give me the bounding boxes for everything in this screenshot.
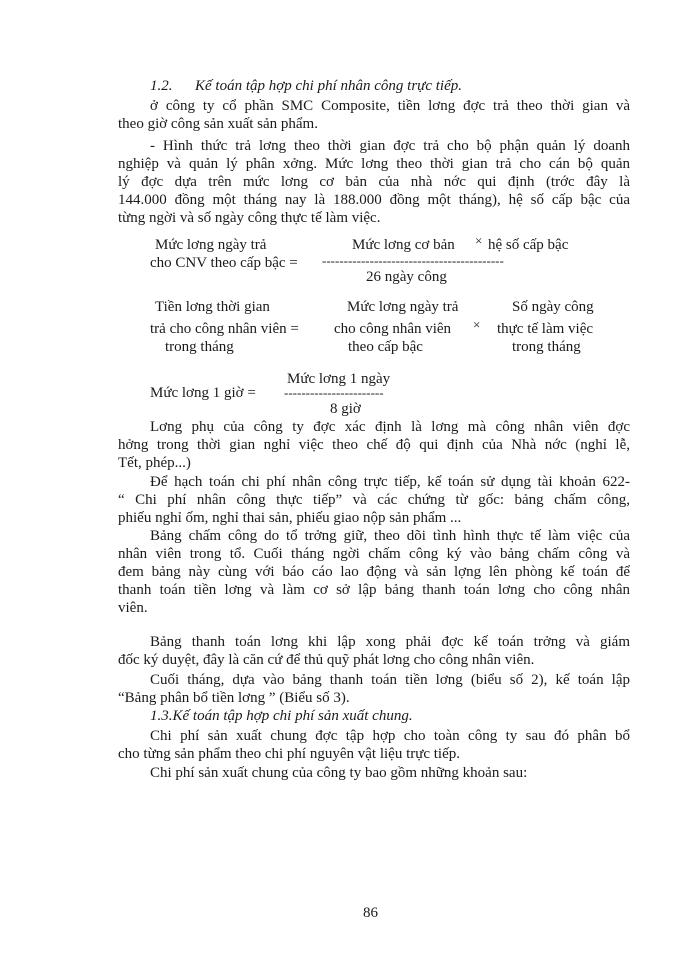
paragraph-line: Chi phí sản xuất chung đợc tập hợp cho toàn công ty sau đó phân bổ (150, 728, 630, 744)
paragraph-line: phiếu nghỉ ốm, nghỉ thai sản, phiếu giao nộp sản phẩm ... (118, 510, 462, 526)
formula-1-numerator-2: hệ số cấp bậc (488, 237, 569, 253)
paragraph-line: Cuối tháng, dựa vào bảng thanh toán tiền lơng (biểu số 2), kế toán lập (150, 672, 630, 688)
paragraph-line: nhân viên trong tổ. Cuối tháng ngời chấm công ký vào bảng chấm công và (118, 546, 630, 562)
paragraph-line: Bảng thanh toán lơng khi lập xong phải đợc kế toán trởng và giám (150, 634, 630, 650)
formula-2-left-line-1: Tiền lơng thời gian (155, 299, 270, 315)
formula-1-denominator: 26 ngày công (366, 269, 447, 285)
paragraph-line: 144.000 đồng một tháng nay là 188.000 đồng một tháng), hệ số cấp bậc của (118, 192, 630, 208)
formula-2-middle-line-2: cho công nhân viên (334, 321, 452, 337)
paragraph-line: lý đợc dựa trên mức lơng cơ bản của nhà nớc qui định (trớc đây là (118, 174, 630, 190)
paragraph-line: Để hạch toán chi phí nhân công trực tiếp, kế toán sử dụng tài khoản 622- (150, 474, 630, 490)
paragraph-line: - Hình thức trả lơng theo thời gian đợc trả cho bộ phận quản lý doanh (150, 138, 630, 154)
paragraph-line: nghiệp và quản lý phân xởng. Mức lơng theo thời gian trả cho cán bộ quản (118, 156, 630, 172)
formula-3-numerator: Mức lơng 1 ngày (287, 371, 391, 387)
formula-1-left-line-1: Mức lơng ngày trả (155, 237, 267, 253)
paragraph-line: đốc ký duyệt, đây là căn cứ để thủ quỹ phát lơng cho công nhân viên. (118, 652, 535, 668)
formula-2-middle-line-1: Mức lơng ngày trả (347, 299, 459, 315)
paragraph-line: ở công ty cổ phần SMC Composite, tiền lơng đợc trả theo thời gian và (150, 98, 630, 114)
paragraph-line: hởng trong thời gian nghỉ việc theo chế độ qui định của Nhà nớc (nghỉ lễ, (118, 437, 630, 453)
formula-2-left-line-2: trả cho công nhân viên = (150, 321, 299, 337)
paragraph-line: viên. (118, 600, 148, 616)
formula-1-fraction-bar: ------------------------------------------ (322, 253, 504, 268)
multiply-sign: × (475, 233, 483, 248)
paragraph-line: cho từng sản phẩm theo chi phí nguyên vật liệu trực tiếp. (118, 746, 461, 762)
page-number: 86 (363, 905, 378, 921)
formula-1-numerator: Mức lơng cơ bản (352, 237, 455, 253)
paragraph-line: Lơng phụ của công ty đợc xác định là lơng mà công nhân viên đợc (150, 419, 630, 435)
paragraph-line: Tết, phép...) (118, 455, 191, 471)
paragraph-line: theo giờ công sản xuất sản phẩm. (118, 116, 318, 132)
paragraph-line: từng ngời và số ngày công thực tế làm việc. (118, 210, 381, 226)
formula-2-right-line-3: trong tháng (512, 339, 581, 355)
formula-2-middle-line-3: theo cấp bậc (348, 339, 423, 355)
formula-3-left: Mức lơng 1 giờ = (150, 385, 256, 401)
paragraph-line: Chi phí sản xuất chung của công ty bao gồm những khoản sau: (150, 765, 528, 781)
formula-1-left-line-2: cho CNV theo cấp bậc = (150, 255, 298, 271)
formula-3-denominator: 8 giờ (330, 401, 361, 417)
formula-2-right-line-1: Số ngày công (512, 299, 594, 315)
paragraph-line: đem bảng này cùng với báo cáo lao động và sản lợng lên phòng kế toán để (118, 564, 630, 580)
paragraph-line: “Bảng phân bổ tiền lơng ” (Biểu số 3). (118, 690, 350, 706)
formula-2-right-line-2: thực tế làm việc (497, 321, 594, 337)
paragraph-line: “ Chi phí nhân công thực tiếp” và các chứng từ gốc: bảng chấm công, (118, 492, 630, 508)
section-heading-1-2: 1.2. Kế toán tập hợp chi phí nhân công trực tiếp. (150, 78, 462, 94)
multiply-sign: × (473, 317, 481, 332)
section-heading-1-3: 1.3.Kế toán tập hợp chi phí sản xuất chung. (150, 708, 413, 724)
paragraph-line: Bảng chấm công do tổ trởng giữ, theo dõi tình hình thực tế làm việc của (150, 528, 630, 544)
paragraph-line: thanh toán tiền lơng và làm cơ sở lập bảng thanh toán lơng cho công nhân (118, 582, 630, 598)
formula-2-left-line-3: trong tháng (165, 339, 234, 355)
formula-3-fraction-bar: ----------------------- (284, 385, 384, 400)
